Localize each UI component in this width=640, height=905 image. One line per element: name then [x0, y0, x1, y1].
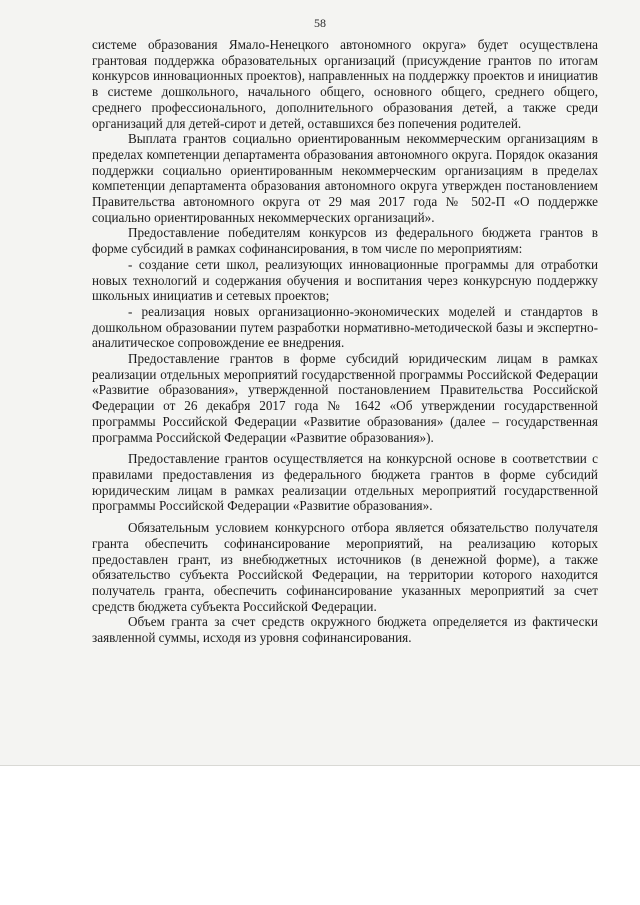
paragraph-legal-entities: Предоставление грантов в форме субсидий юридическим лицам в рамках реализации отдельных мероприятий государственной программы Российской Федерации «Развитие образования», утвержденной постановлением Правительства Российской Федерации от 26 декабря 2017 года № 1642 «Об утверждении государственной программы Российской Федерации «Развитие образования» (далее – государственная программа Российской Федерации «Развитие образования»).: [92, 351, 598, 445]
paragraph-federal-grants: Предоставление победителям конкурсов из федерального бюджета грантов в форме субсидий в рамках софинансирования, в том числе по мероприятиям:: [92, 225, 598, 257]
list-item-preschool-models: - реализация новых организационно-экономических моделей и стандартов в дошкольном образовании путем разработки нормативно-методической базы и экспертно-аналитическое сопровождение ее внедрения.: [92, 303, 598, 351]
list-item-school-network: - создание сети школ, реализующих инновационные программы для отработки новых технологий и содержания обучения и воспитания через конкурсную поддержку школьных инициатив и сетевых проектов;: [92, 256, 598, 304]
paragraph-cofinancing-condition: Обязательным условием конкурсного отбора является обязательство получателя гранта обеспечить софинансирование мероприятий, на реализацию которых предоставлен грант, из внебюджетных источников (в денежной форме), а также обязательство субъекта Российской Федерации, на территории которого находится получатель гранта, обеспечить софинансирование указанных мероприятий за счет средств бюджета субъекта Российской Федерации.: [92, 520, 598, 614]
paragraph-continuation: системе образования Ямало-Ненецкого автономного округа» будет осуществлена грантовая поддержка образовательных организаций (присуждение грантов по итогам конкурсов инновационных проектов), направленных на поддержку проектов и инициатив в системе дошкольного, начального общего, основного общего, среднего общего, среднего профессионального, дополнительного образования детей, а также среди организаций для детей-сирот и детей, оставшихся без попечения родителей.: [92, 37, 598, 131]
paragraph-grant-amount: Объем гранта за счет средств окружного бюджета определяется из фактически заявленной суммы, исходя из уровня софинансирования.: [92, 614, 598, 646]
document-body: [92, 37, 598, 646]
page-number: 58: [314, 16, 326, 30]
paragraph-competitive-basis: Предоставление грантов осуществляется на конкурсной основе в соответствии с правилами предоставления из федерального бюджета грантов в форме субсидий юридическим лицам в рамках реализации отдельных мероприятий государственной программы Российской Федерации «Развитие образования».: [92, 451, 598, 514]
paragraph-nko-grants: Выплата грантов социально ориентированным некоммерческим организациям в пределах компетенции департамента образования автономного округа. Порядок оказания поддержки социально ориентированным некоммерческим организациям в пределах компетенции департамента образования автономного округа утвержден постановлением Правительства автономного округа от 29 мая 2017 года № 502-П «О поддержке социально ориентированных некоммерческих организаций».: [92, 131, 598, 225]
